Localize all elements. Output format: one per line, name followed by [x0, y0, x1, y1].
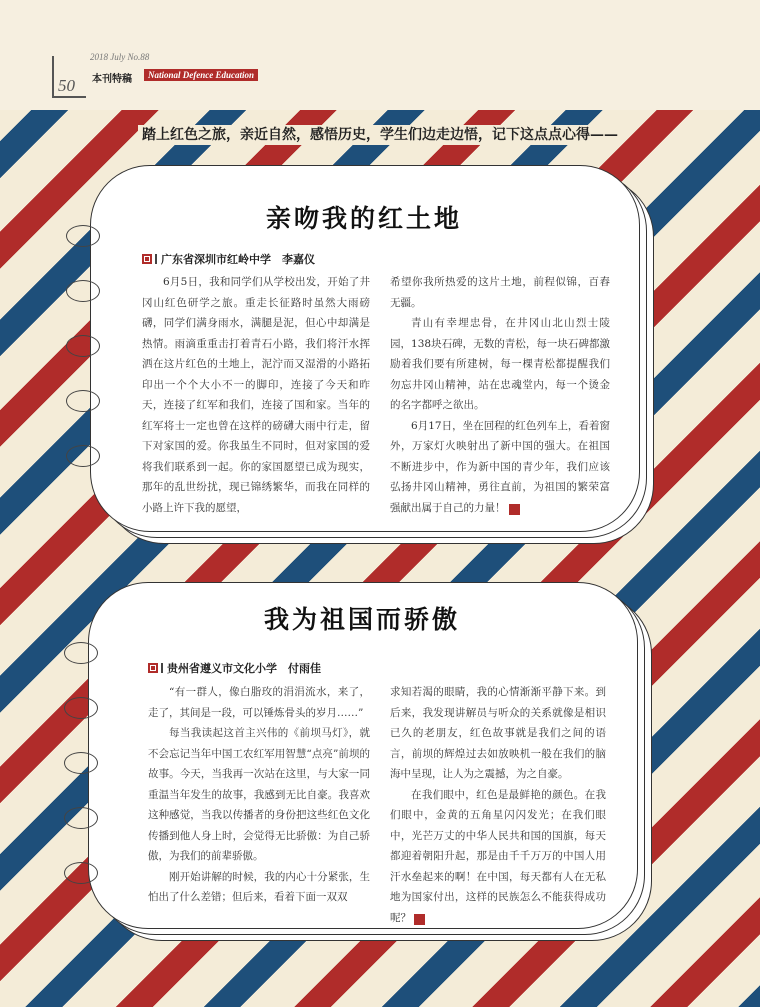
ring-binding: [66, 335, 100, 357]
ring-binding: [66, 280, 100, 302]
byline-marker-icon: [148, 663, 158, 673]
paragraph: 在我们眼中，红色是最鲜艳的颜色。在我们眼中，金黄的五角星闪闪发光；在我们眼中，光芒万丈的中华人民共和国的国旗，每天都迎着朝阳升起，那是由千千万万的中国人用汗水垒起来的啊！在中国，每天都有人在无私地为国家付出，这样的民族怎么不能获得成功呢？ G: [390, 788, 606, 924]
article-byline: 广东省深圳市红岭中学 李嘉仪: [142, 251, 315, 267]
magazine-english-name: National Defence Education: [144, 69, 258, 81]
paragraph: 求知若渴的眼睛，我的心情渐渐平静下来。到后来，我发现讲解员与听众的关系就像是相识已久的老朋友，红色故事就是我们之间的语言，前坝的辉煌过去如放映机一般在我们的脑海中呈现，让人为之震撼，为之自豪。: [390, 686, 606, 780]
divider-bar: [161, 663, 163, 673]
page-header: [0, 0, 760, 110]
issue-info: 2018 July No.88: [90, 52, 150, 62]
article-column-left: [148, 682, 370, 908]
article-column-left: [142, 272, 370, 518]
end-mark-icon: G: [509, 504, 520, 515]
end-mark-icon: G: [414, 914, 425, 925]
paragraph: 每当我读起这首主兴伟的《前坝马灯》，就不会忘记当年中国工农红军用智慧“点亮”前坝的故事。今天，当我再一次站在这里，与大家一同重温当年发生的故事，我感到无比自豪。我喜欢这种感觉，当我以传播者的身份把这些红色文化传播到他人身上时，会觉得无比骄傲：为自己骄傲，为我们的前辈骄傲。: [148, 727, 370, 862]
paragraph: 刚开始讲解的时候，我的内心十分紧张，生怕出了什么差错；但后来，看着下面一双双: [148, 870, 370, 903]
article-byline: 贵州省遵义市文化小学 付雨佳: [148, 660, 321, 676]
ring-binding: [64, 862, 98, 884]
byline-marker-icon: [142, 254, 152, 264]
article-title: 我为祖国而骄傲: [263, 605, 460, 634]
divider-bar: [155, 254, 157, 264]
article-card-2: [88, 582, 648, 942]
article-card-1: [90, 165, 650, 545]
article-title: 亲吻我的红土地: [265, 204, 462, 233]
ring-binding: [64, 697, 98, 719]
paragraph: 6月5日，我和同学们从学校出发，开始了井冈山红色研学之旅。重走长征路时虽然大雨磅礴，同学们满身雨水，满腿是泥，但心中却满是热情。雨滴重重击打着青石小路，我们将汗水挥洒在这片红色的土地上，泥泞而又湿滑的小路拓印出一个个大小不一的脚印，连接了今天和昨天，连接了红军和我们，连接了国和家。当年的红军将士一定也曾在这样的磅礴大雨中行走，留下对家国的爱。你我虽生不同时，但对家国的爱将我们联系到一起。你的家国愿望已成为现实，那年的乱世纷扰，现已锦绣繁华，而我在同样的小路上许下我的愿望，: [142, 276, 370, 514]
paragraph: 希望你我所热爱的这片土地，前程似锦，百舂无疆。: [390, 276, 610, 309]
ring-binding: [64, 642, 98, 664]
paragraph: 6月17日，坐在回程的红色列车上，看着窗外，万家灯火映射出了新中国的强大。在祖国不断进步中，作为新中国的青少年，我们应该弘扬井冈山精神，勇往直前，为祖国的繁荣富强献出属于自己的力量！ G: [390, 419, 610, 514]
ring-binding: [66, 445, 100, 467]
article-column-right: [390, 682, 606, 928]
column-label: 本刊特稿: [92, 74, 132, 85]
article-column-right: [390, 272, 610, 518]
intro-line: 踏上红色之旅，亲近自然，感悟历史，学生们边走边悟，记下这点点心得——: [0, 124, 760, 144]
ring-binding: [66, 390, 100, 412]
page-number: 50: [58, 76, 75, 95]
paragraph: “有一群人，像白脂玫的涓涓流水，来了，走了，其间是一段，可以锤炼骨头的岁月……”: [148, 686, 370, 719]
ring-binding: [64, 752, 98, 774]
paragraph: 青山有幸埋忠骨，在井冈山北山烈士陵园，138块石碑，无数的青松，每一块石碑都激励着我们要有所建树，每一棵青松都提醒我们勿忘井冈山精神，站在忠魂堂内，每一个烫金的名字都呼之欲出。: [390, 317, 610, 411]
ring-binding: [64, 807, 98, 829]
